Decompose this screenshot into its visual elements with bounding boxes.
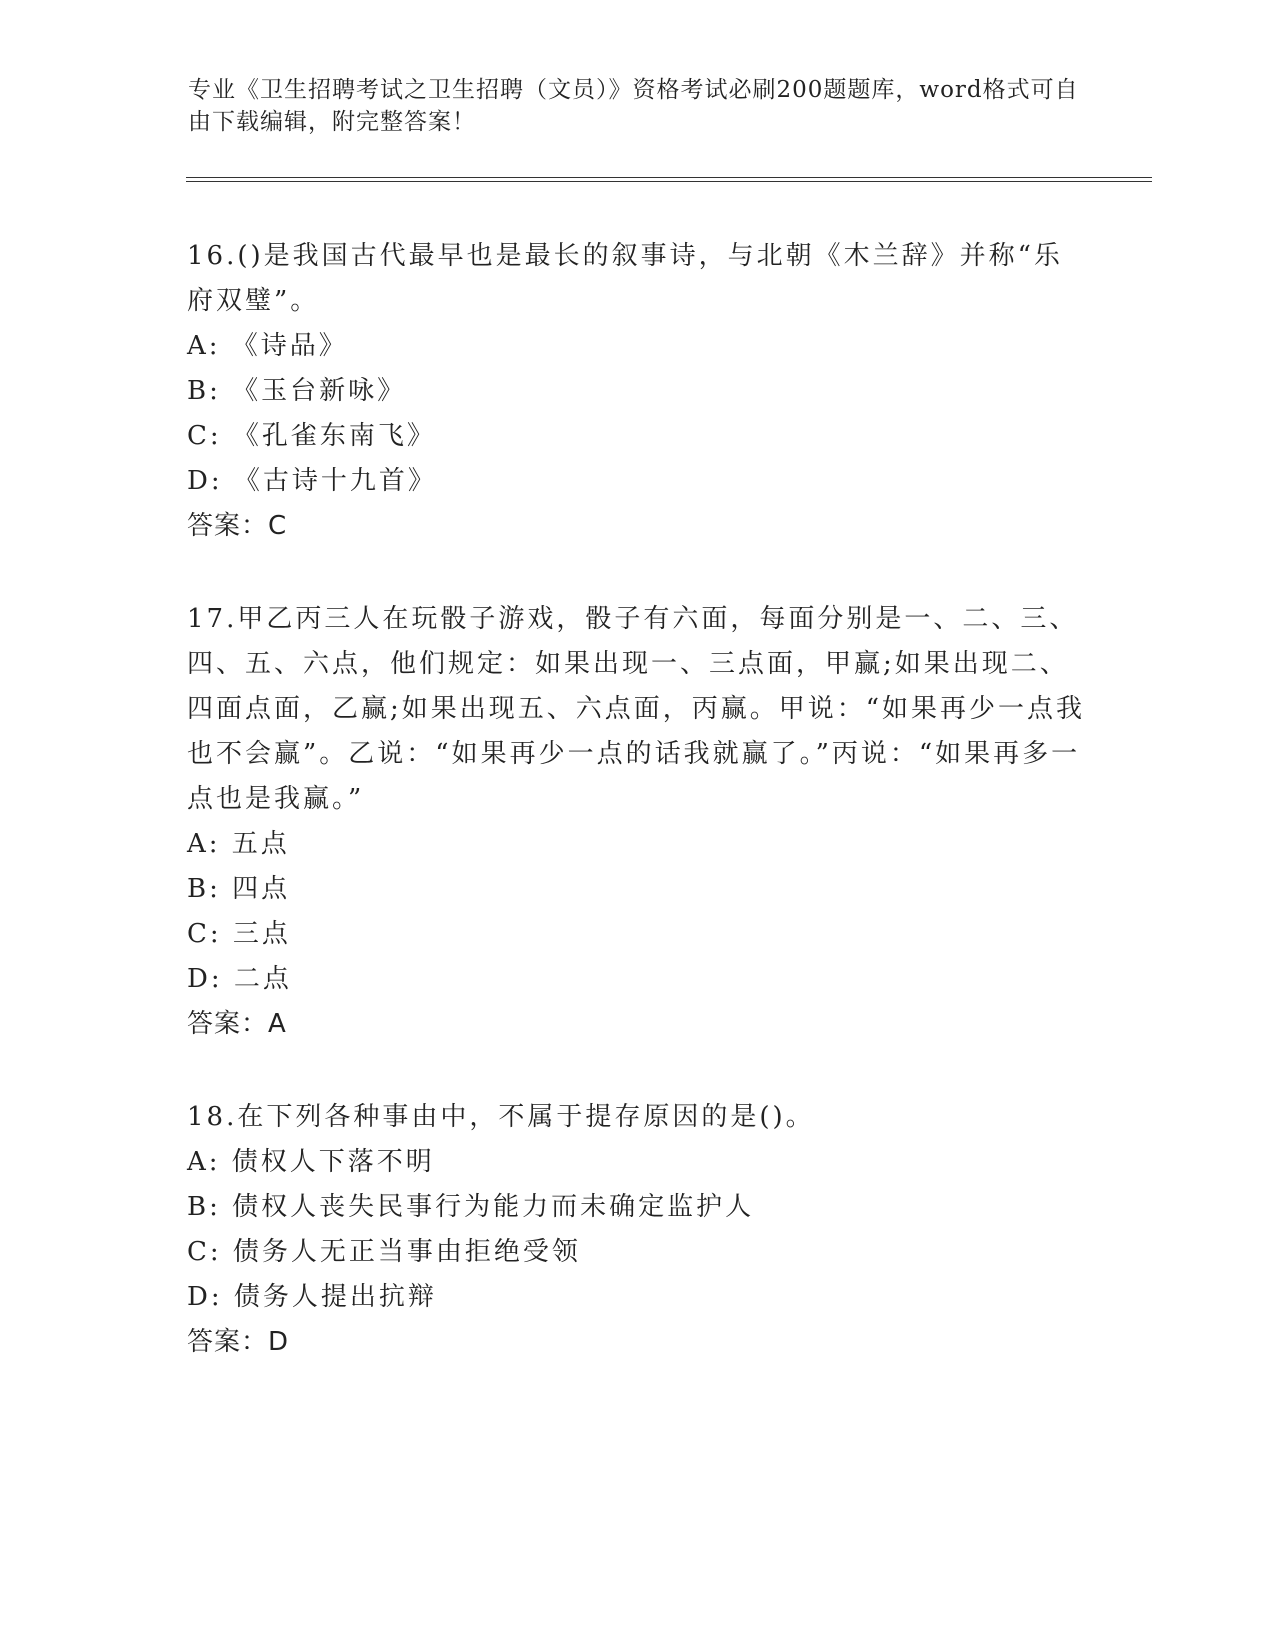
question-block [187, 597, 1087, 1047]
option-a: A: 《诗品》 [187, 331, 348, 361]
option-d: D: 债务人提出抗辩 [187, 1282, 437, 1312]
option-b: B: 《玉台新咏》 [187, 376, 407, 406]
question-stem: 16.()是我国古代最早也是最长的叙事诗，与北朝《木兰辞》并称“乐府双璧”。 [187, 241, 1063, 316]
option-c: C: 三点 [187, 919, 291, 949]
option-a: A: 五点 [187, 829, 290, 859]
document-header: 专业《卫生招聘考试之卫生招聘（文员）》资格考试必刷200题题库，word格式可自由下载编辑，附完整答案！ [188, 77, 1079, 135]
option-a: A: 债权人下落不明 [187, 1147, 435, 1177]
option-b: B: 四点 [187, 874, 291, 904]
question-block [187, 234, 1087, 549]
option-d: D: 《古诗十九首》 [187, 466, 437, 496]
question-stem: 18.在下列各种事由中，不属于提存原因的是()。 [187, 1102, 815, 1132]
option-d: D: 二点 [187, 964, 292, 994]
answer-line: 答案：D [187, 1327, 290, 1357]
answer-line: 答案：A [187, 1009, 287, 1039]
option-c: C: 《孔雀东南飞》 [187, 421, 436, 451]
option-c: C: 债务人无正当事由拒绝受领 [187, 1237, 581, 1267]
question-block [187, 1095, 1087, 1365]
answer-line: 答案：C [187, 511, 288, 541]
option-b: B: 债权人丧失民事行为能力而未确定监护人 [187, 1192, 755, 1222]
header-divider [186, 177, 1152, 182]
question-stem: 17.甲乙丙三人在玩骰子游戏，骰子有六面，每面分别是一、二、三、四、五、六点，他们规定：如果出现一、三点面，甲赢;如果出现二、四面点面，乙赢;如果出现五、六点面，丙赢。甲说：“如果再少一点我也不会赢”。乙说：“如果再少一点的话我就赢了。”丙说：“如果再多一点也是我赢。” [187, 604, 1086, 814]
